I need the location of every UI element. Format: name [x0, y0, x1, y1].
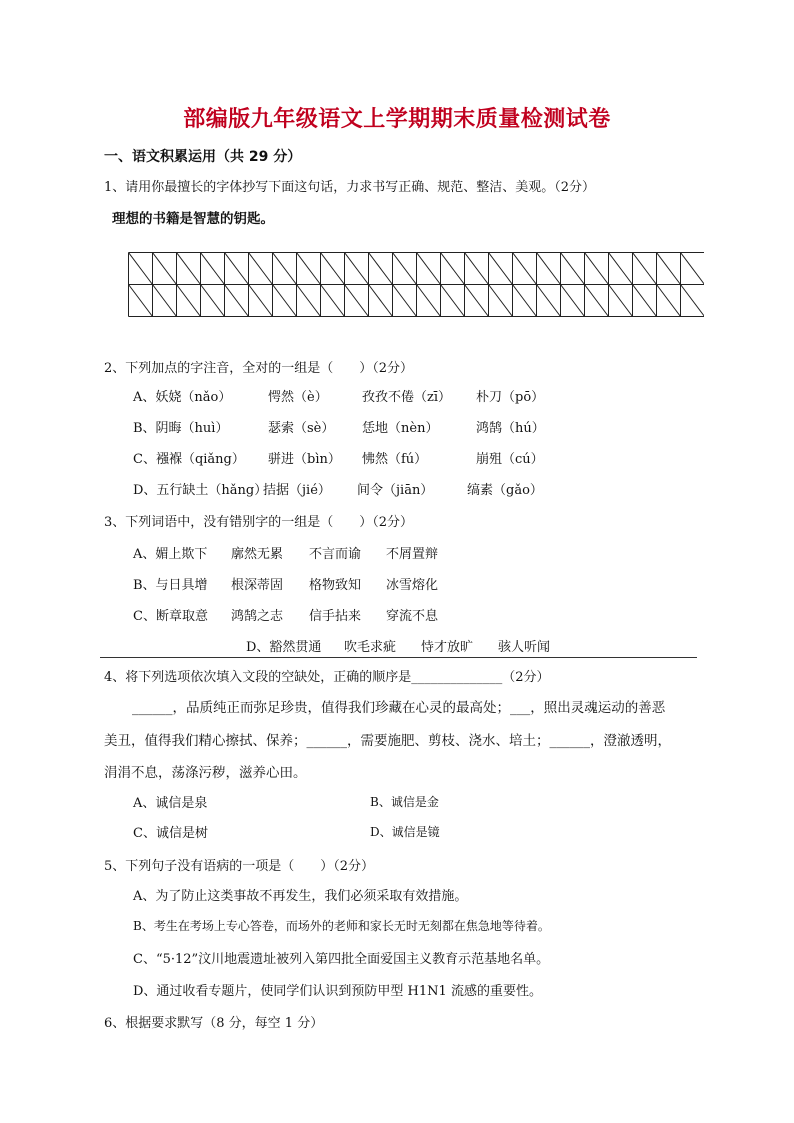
question-2-row-3-cell-2: 间令（jiān）: [357, 483, 434, 498]
question-3-row-2-cell-1: 鸿鹄之志: [231, 609, 284, 624]
question-3-row-3-cell-1: 吹毛求疵: [344, 640, 397, 655]
section-heading: 一、语文积累运用（共 29 分）: [104, 149, 302, 165]
question-4-option-a: A、诚信是泉: [133, 796, 208, 811]
question-3-row-2-cell-0: C、断章取意: [133, 609, 208, 624]
page-title: 部编版九年级语文上学期期末质量检测试卷: [183, 107, 611, 132]
question-2-row-0-cell-2: 孜孜不倦（zī）: [362, 390, 452, 405]
question-2-row-3-cell-3: 缟素（gǎo）: [467, 483, 543, 498]
question-3-row-0-cell-2: 不言而谕: [309, 547, 362, 562]
question-3-row-0-cell-1: 廓然无累: [231, 547, 284, 562]
question-2-row-0-cell-1: 愕然（è）: [268, 390, 328, 405]
question-5-option-b: B、考生在考场上专心答卷，而场外的老师和家长无时无刻都在焦急地等待着。: [133, 919, 550, 933]
question-2-row-0-cell-0: A、妖娆（nǎo）: [133, 390, 232, 405]
question-1-stem: 1、请用你最擅长的字体抄写下面这句话，力求书写正确、规范、整洁、美观。（2分）: [104, 180, 596, 195]
question-4-option-b: B、诚信是金: [370, 795, 439, 809]
question-3-row-0-cell-3: 不屑置辩: [386, 547, 439, 562]
question-2-row-1-cell-0: B、阴晦（huì）: [133, 421, 229, 436]
question-5-stem: 5、下列句子没有语病的一项是（ ）（2分）: [104, 859, 375, 874]
question-2-row-3-cell-0: D、五行缺土（hǎng）: [133, 483, 268, 498]
question-1-sentence: 理想的书籍是智慧的钥匙。: [112, 211, 274, 227]
question-2-row-1-cell-3: 鸿鹄（hú）: [476, 421, 545, 436]
divider-line: [100, 657, 697, 658]
question-6-stem: 6、根据要求默写（8 分，每空 1 分）: [104, 1016, 324, 1031]
question-4-option-c: C、诚信是树: [133, 826, 208, 841]
question-2-row-1-cell-2: 恁地（nèn）: [362, 421, 439, 436]
question-3-row-3-cell-0: D、豁然贯通: [246, 640, 322, 655]
question-4-passage-line-2: 美丑，值得我们精心擦拭、保养；______，需要施肥、剪枝、浇水、培土；______，澄澈透明，: [104, 733, 671, 749]
question-4-stem: 4、将下列选项依次填入文段的空缺处，正确的顺序是______________（2分）: [104, 670, 550, 685]
question-2-row-1-cell-1: 瑟索（sè）: [268, 421, 335, 436]
question-3-row-2-cell-2: 信手拈来: [309, 609, 362, 624]
question-3-row-3-cell-3: 骇人听闻: [498, 640, 551, 655]
question-3-row-1-cell-2: 格物致知: [309, 578, 362, 593]
question-4-passage-line-1: ______，品质纯正而弥足珍贵，值得我们珍藏在心灵的最高处；___，照出灵魂运动的善恶: [132, 700, 666, 716]
question-5-option-d: D、通过收看专题片，使同学们认识到预防甲型 H1N1 流感的重要性。: [133, 984, 542, 999]
question-5-option-a: A、为了防止这类事故不再发生，我们必须采取有效措施。: [133, 889, 468, 904]
question-2-row-2-cell-1: 骈进（bìn）: [268, 452, 341, 467]
question-2-row-2-cell-2: 怫然（fú）: [362, 452, 428, 467]
question-5-option-c: C、“5·12”汶川地震遗址被列入第四批全面爱国主义教育示范基地名单。: [133, 952, 550, 967]
question-4-passage-line-3: 涓涓不息，荡涤污秽，滋养心田。: [104, 765, 307, 781]
question-3-row-2-cell-3: 穿流不息: [386, 609, 439, 624]
question-2-row-3-cell-1: 拮据（jié）: [263, 483, 331, 498]
question-4-option-d: D、诚信是镜: [370, 825, 440, 839]
question-3-row-1-cell-1: 根深蒂固: [231, 578, 284, 593]
question-3-stem: 3、下列词语中，没有错别字的一组是（ ）（2分）: [104, 515, 414, 530]
question-3-row-1-cell-0: B、与日具增: [133, 578, 208, 593]
question-2-row-2-cell-3: 崩殂（cú）: [476, 452, 544, 467]
question-3-row-0-cell-0: A、媚上欺下: [133, 547, 208, 562]
question-2-stem: 2、下列加点的字注音，全对的一组是（ ）（2分）: [104, 361, 414, 376]
question-3-row-3-cell-2: 恃才放旷: [421, 640, 474, 655]
writing-grid: [128, 252, 704, 317]
question-3-row-1-cell-3: 冰雪熔化: [386, 578, 439, 593]
question-2-row-0-cell-3: 朴刀（pō）: [476, 390, 545, 405]
question-2-row-2-cell-0: C、襁褓（qiǎng）: [133, 452, 245, 467]
